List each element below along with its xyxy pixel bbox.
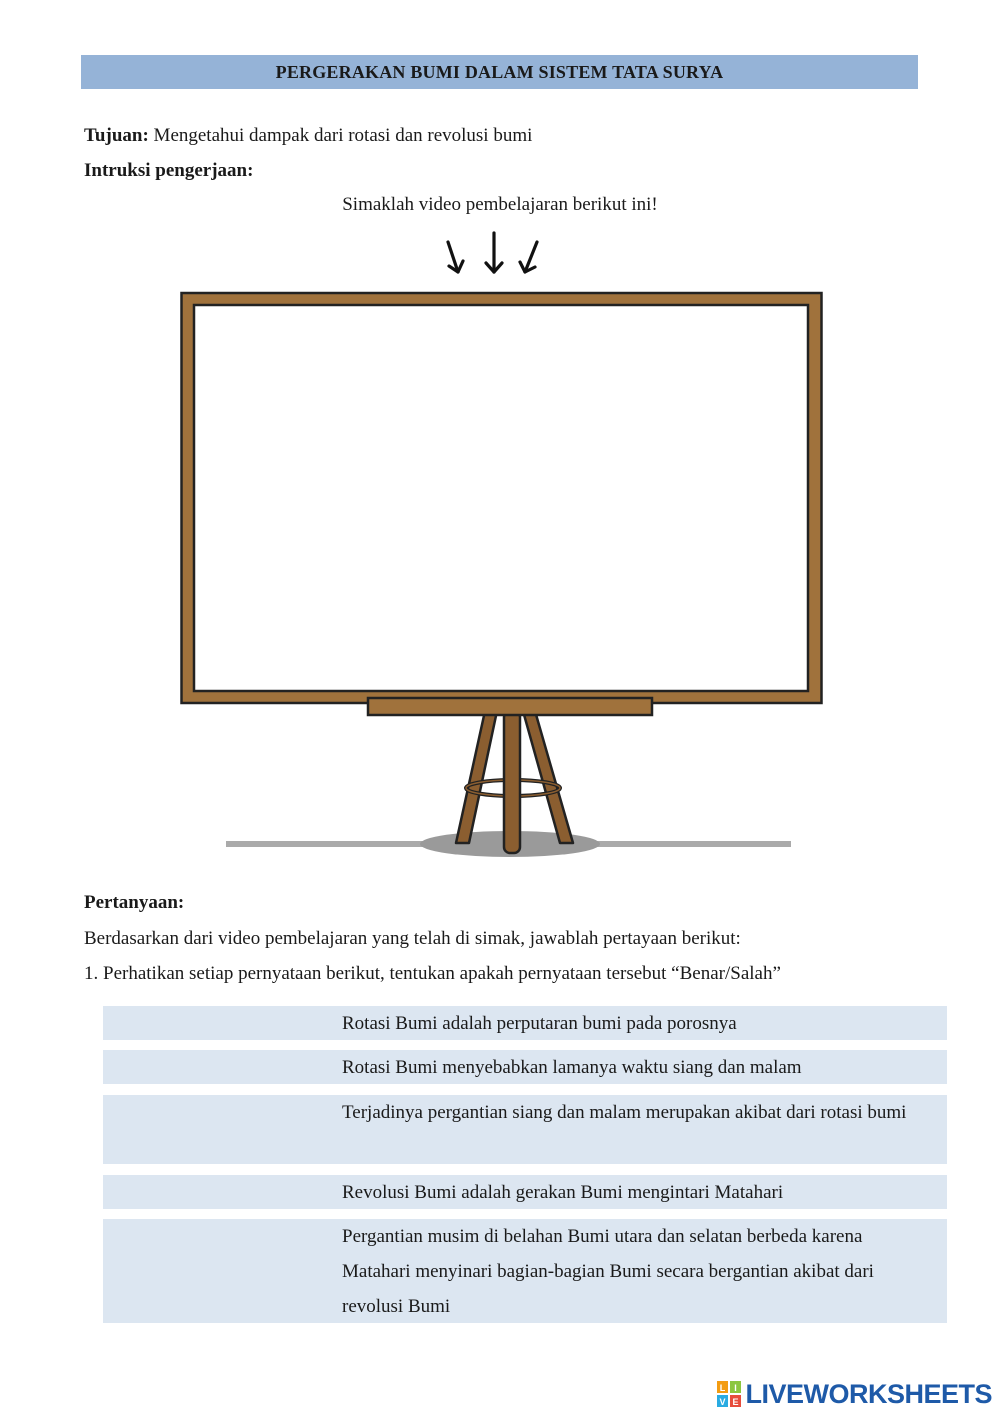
easel-leg-center: [504, 711, 520, 853]
easel-leg-right: [523, 711, 573, 843]
liveworksheets-brand: LIVEWORKSHEETS: [745, 1378, 992, 1409]
statement-row[interactable]: [103, 1095, 947, 1164]
statement-text: Pergantian musim di belahan Bumi utara dan selatan berbeda karena Matahari menyinari bagian-bagian Bumi secara bergantian akibat dari revolusi Bumi: [342, 1226, 874, 1317]
liveworksheets-logo-icon: [717, 1381, 741, 1407]
board-surface: [194, 305, 808, 691]
svg-text:L: L: [720, 1383, 726, 1393]
statement-text: Rotasi Bumi menyebabkan lamanya waktu siang dan malam: [342, 1057, 802, 1078]
goal-line: [84, 124, 532, 148]
svg-text:I: I: [734, 1383, 738, 1393]
liveworksheets-logo: [717, 1376, 992, 1412]
statement-row[interactable]: [103, 1050, 947, 1084]
goal-label: Tujuan:: [84, 125, 149, 146]
instructions-label: Intruksi pengerjaan:: [84, 160, 254, 181]
worksheet-title: PERGERAKAN BUMI DALAM SISTEM TATA SURYA: [81, 55, 918, 89]
board-tray: [368, 698, 652, 715]
statement-text: Revolusi Bumi adalah gerakan Bumi mengintari Matahari: [342, 1182, 784, 1203]
question-1: 1. Perhatikan setiap pernyataan berikut, tentukan apakah pernyataan tersebut “Benar/Salah”: [84, 963, 781, 984]
statement-row[interactable]: [103, 1175, 947, 1209]
video-prompt: Simaklah video pembelajaran berikut ini!: [342, 194, 658, 215]
goal-text: Mengetahui dampak dari rotasi dan revolusi bumi: [148, 125, 533, 146]
video-whiteboard[interactable]: [180, 291, 830, 861]
svg-text:E: E: [732, 1397, 739, 1407]
questions-intro: Berdasarkan dari video pembelajaran yang telah di simak, jawablah pertayaan berikut:: [84, 928, 741, 949]
svg-text:V: V: [719, 1397, 726, 1407]
statement-row[interactable]: [103, 1006, 947, 1040]
questions-label: Pertanyaan:: [84, 892, 185, 913]
easel-leg-left: [456, 711, 497, 843]
statement-text: Rotasi Bumi adalah perputaran bumi pada porosnya: [342, 1013, 737, 1034]
statement-row[interactable]: [103, 1219, 947, 1323]
down-arrows-icon: [440, 228, 550, 280]
statement-text: Terjadinya pergantian siang dan malam merupakan akibat dari rotasi bumi: [342, 1102, 907, 1123]
